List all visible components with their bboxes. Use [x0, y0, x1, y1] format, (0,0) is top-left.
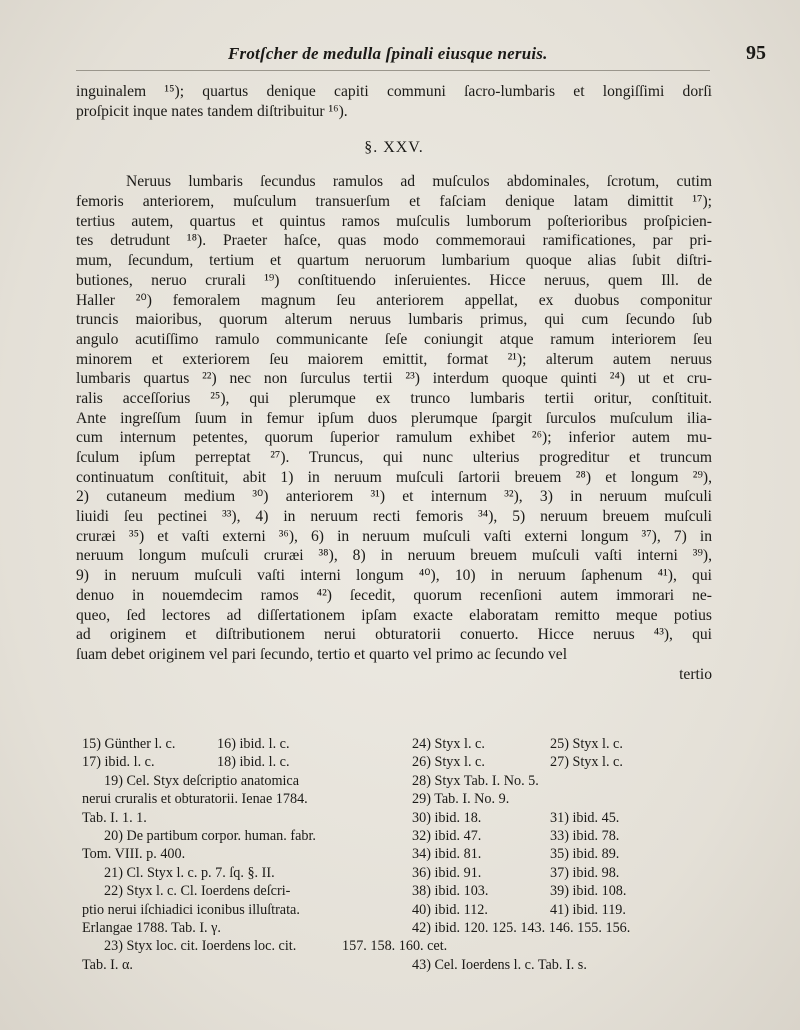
text-line: tes detrudunt ¹⁸). Praeter haſce, quas modo commemoraui ramificationes, par pri-	[76, 232, 712, 250]
text-line: 2) cutaneum medium ³⁰) anteriorem ³¹) et internum ³²), 3) in neruum muſculi	[76, 488, 712, 506]
text-line: inguinalem ¹⁵); quartus denique capiti communi ſacro-lumbaris et longiſſimi dorſi	[76, 83, 712, 100]
text-line: liuidi ſeu pectinei ³³), 4) in neruum recti femoris ³⁴), 5) neruum breuem muſculi	[76, 508, 712, 526]
text-line: tertius autem, quartus et quintus ramos muſculis lumborum poſterioribus proſpicien-	[76, 212, 712, 230]
footnotes-right-column	[342, 735, 722, 974]
main-text	[76, 82, 712, 684]
footnote-row	[412, 809, 722, 827]
text-line: minorem et exteriorem ſeu maiorem emittit, format ²¹); alterum autem neruus	[76, 350, 712, 368]
footnote: Tom. VIII. p. 400.	[82, 846, 186, 863]
text-line: neruum longum muſculi cruræi ³⁸), 8) in neruum breuem muſculi vaſti interni ³⁹),	[76, 547, 712, 565]
text-line: cruræi ³⁵) et vaſti externi ³⁶), 6) in neruum muſculi vaſti externi longum ³⁷), 7) in	[76, 527, 712, 545]
text-line: Neruus lumbaris ſecundus ramulos ad muſculos abdominales, ſcrotum, cutim	[126, 173, 712, 191]
footnote: 29) Tab. I. No. 9.	[412, 791, 510, 808]
text-line: 9) in neruum muſculi vaſti interni longum ⁴⁰), 10) in neruum ſaphenum ⁴¹), qui	[76, 567, 712, 585]
footnote: ptio nerui iſchiadici iconibus illuſtrata.	[82, 901, 300, 918]
footnote: 43) Cel. Ioerdens l. c. Tab. I. s.	[412, 956, 587, 973]
text-line: continuatum conſtituit, abit 1) in neruum muſculi ſartorii breuem ²⁸) et longum ²⁹),	[76, 468, 712, 486]
footnote: 37) ibid. 98.	[550, 864, 620, 881]
text-line: tertio	[679, 665, 712, 683]
footnote: 36) ibid. 91.	[412, 864, 482, 881]
text-line: lumbaris quartus ²²) nec non ſurculus tertii ²³) interdum quoque quinti ²⁴) ut et cru-	[76, 370, 712, 388]
text-line: mum, ſecundum, tertium et quartum neruorum lumbarium quoque alias ſubit diſtri-	[76, 252, 712, 270]
section-heading: §. XXV.	[364, 139, 424, 157]
footnote: 23) Styx loc. cit. Ioerdens loc. cit.	[104, 938, 297, 955]
footnote-row	[412, 753, 722, 771]
text-line: denuo in nouemdecim ramos ⁴²) ſecedit, quorum recenſioni autem immorari ne-	[76, 586, 712, 604]
footnote: 17) ibid. l. c.	[82, 754, 155, 771]
section-paragraph	[76, 172, 712, 684]
page-header	[0, 44, 800, 72]
footnote-row	[82, 735, 400, 753]
footnote: 40) ibid. 112.	[412, 901, 488, 918]
text-line: femoris anteriorem, muſculum transuerſum et faſciam denique latam dimittit ¹⁷);	[76, 193, 712, 211]
footnote: Tab. I. 1. 1.	[82, 809, 147, 826]
text-line: angulo acutiſſimo ramulo communicante ſeſe coniungit atque ramum interiorem ſeu	[76, 330, 712, 348]
footnote-row	[412, 735, 722, 753]
footnote: 39) ibid. 108.	[550, 883, 627, 900]
running-title: Frotſcher de medulla ſpinali eiusque neruis.	[228, 44, 548, 63]
footnote: 30) ibid. 18.	[412, 809, 482, 826]
footnote-row	[412, 882, 722, 900]
footnote: 157. 158. 160. cet.	[342, 938, 448, 955]
footnote: 38) ibid. 103.	[412, 883, 489, 900]
footnote-row	[82, 753, 400, 771]
text-line: proſpicit inque nates tandem diſtribuitur ¹⁶).	[76, 102, 348, 120]
text-line: queo, ſed lectores ad diſſertationem ipſam exacte elaboratam remitto meque potius	[76, 606, 712, 624]
text-line: Haller ²⁰) femoralem magnum ſeu anteriorem appellat, ex duobus componitur	[76, 291, 712, 309]
page-number: 95	[746, 42, 766, 64]
text-line: Ante ingreſſum ſuum in femur ipſum duos plerumque ſpargit ſurculos muſculum ilia-	[76, 409, 712, 427]
footnote: 22) Styx l. c. Cl. Ioerdens deſcri-	[104, 883, 291, 900]
footnote: 16) ibid. l. c.	[217, 736, 290, 752]
footnote: Erlangae 1788. Tab. I. γ.	[82, 919, 221, 936]
footnote: nerui cruralis et obturatorii. Ienae 1784.	[82, 791, 308, 808]
footnote-row	[412, 845, 722, 863]
footnote: 15) Günther l. c.	[82, 736, 176, 752]
footnote: 42) ibid. 120. 125. 143. 146. 155. 156.	[412, 919, 631, 936]
text-line: ad originem et diſtributionem nerui obturatorii conuerto. Hicce neruus ⁴³), qui	[76, 626, 712, 644]
footnote: 26) Styx l. c.	[412, 754, 485, 771]
footnote: 28) Styx Tab. I. No. 5.	[412, 772, 539, 789]
header-rule	[76, 70, 710, 71]
footnote: 33) ibid. 78.	[550, 827, 620, 844]
footnote: 41) ibid. 119.	[550, 901, 626, 918]
text-line: ſuam debet originem vel pari ſecundo, tertio et quarto vel primo ac ſecundo vel	[76, 645, 568, 663]
text-line: ralis acceſſorius ²⁵), qui plerumque ex trunco lumbaris tertii oritur, conſtituit.	[76, 389, 712, 407]
footnote: 21) Cl. Styx l. c. p. 7. ſq. §. II.	[104, 864, 275, 881]
footnote: 35) ibid. 89.	[550, 846, 620, 863]
footnote: 24) Styx l. c.	[412, 736, 485, 752]
text-line: butiones, neruo crurali ¹⁹) conſtituendo inſeruientes. Hicce neruus, quem Ill. de	[76, 271, 712, 289]
footnote: 20) De partibum corpor. human. fabr.	[104, 827, 316, 844]
text-line: ſculum ipſum perreptat ²⁷). Truncus, qui nunc ulterius progreditur et truncum	[76, 449, 712, 466]
footnote: 25) Styx l. c.	[550, 736, 623, 752]
text-line: cum internum petentes, quorum ſuperior ramulum exhibet ²⁶); inferior autem mu-	[76, 429, 712, 447]
footnote: 32) ibid. 47.	[412, 827, 482, 844]
footnote-row	[412, 901, 722, 919]
footnote: 34) ibid. 81.	[412, 846, 482, 863]
footnote-row	[412, 827, 722, 845]
footnote: 31) ibid. 45.	[550, 809, 620, 826]
footnote: 27) Styx l. c.	[550, 754, 623, 771]
footnote: 19) Cel. Styx deſcriptio anatomica	[104, 772, 300, 789]
text-line: truncis maioribus, quorum alterum neruus lumbaris primus, qui cum ſecundo ſub	[76, 311, 712, 329]
footnote: Tab. I. α.	[82, 956, 133, 973]
footnote-row	[412, 864, 722, 882]
footnote: 18) ibid. l. c.	[217, 754, 290, 771]
